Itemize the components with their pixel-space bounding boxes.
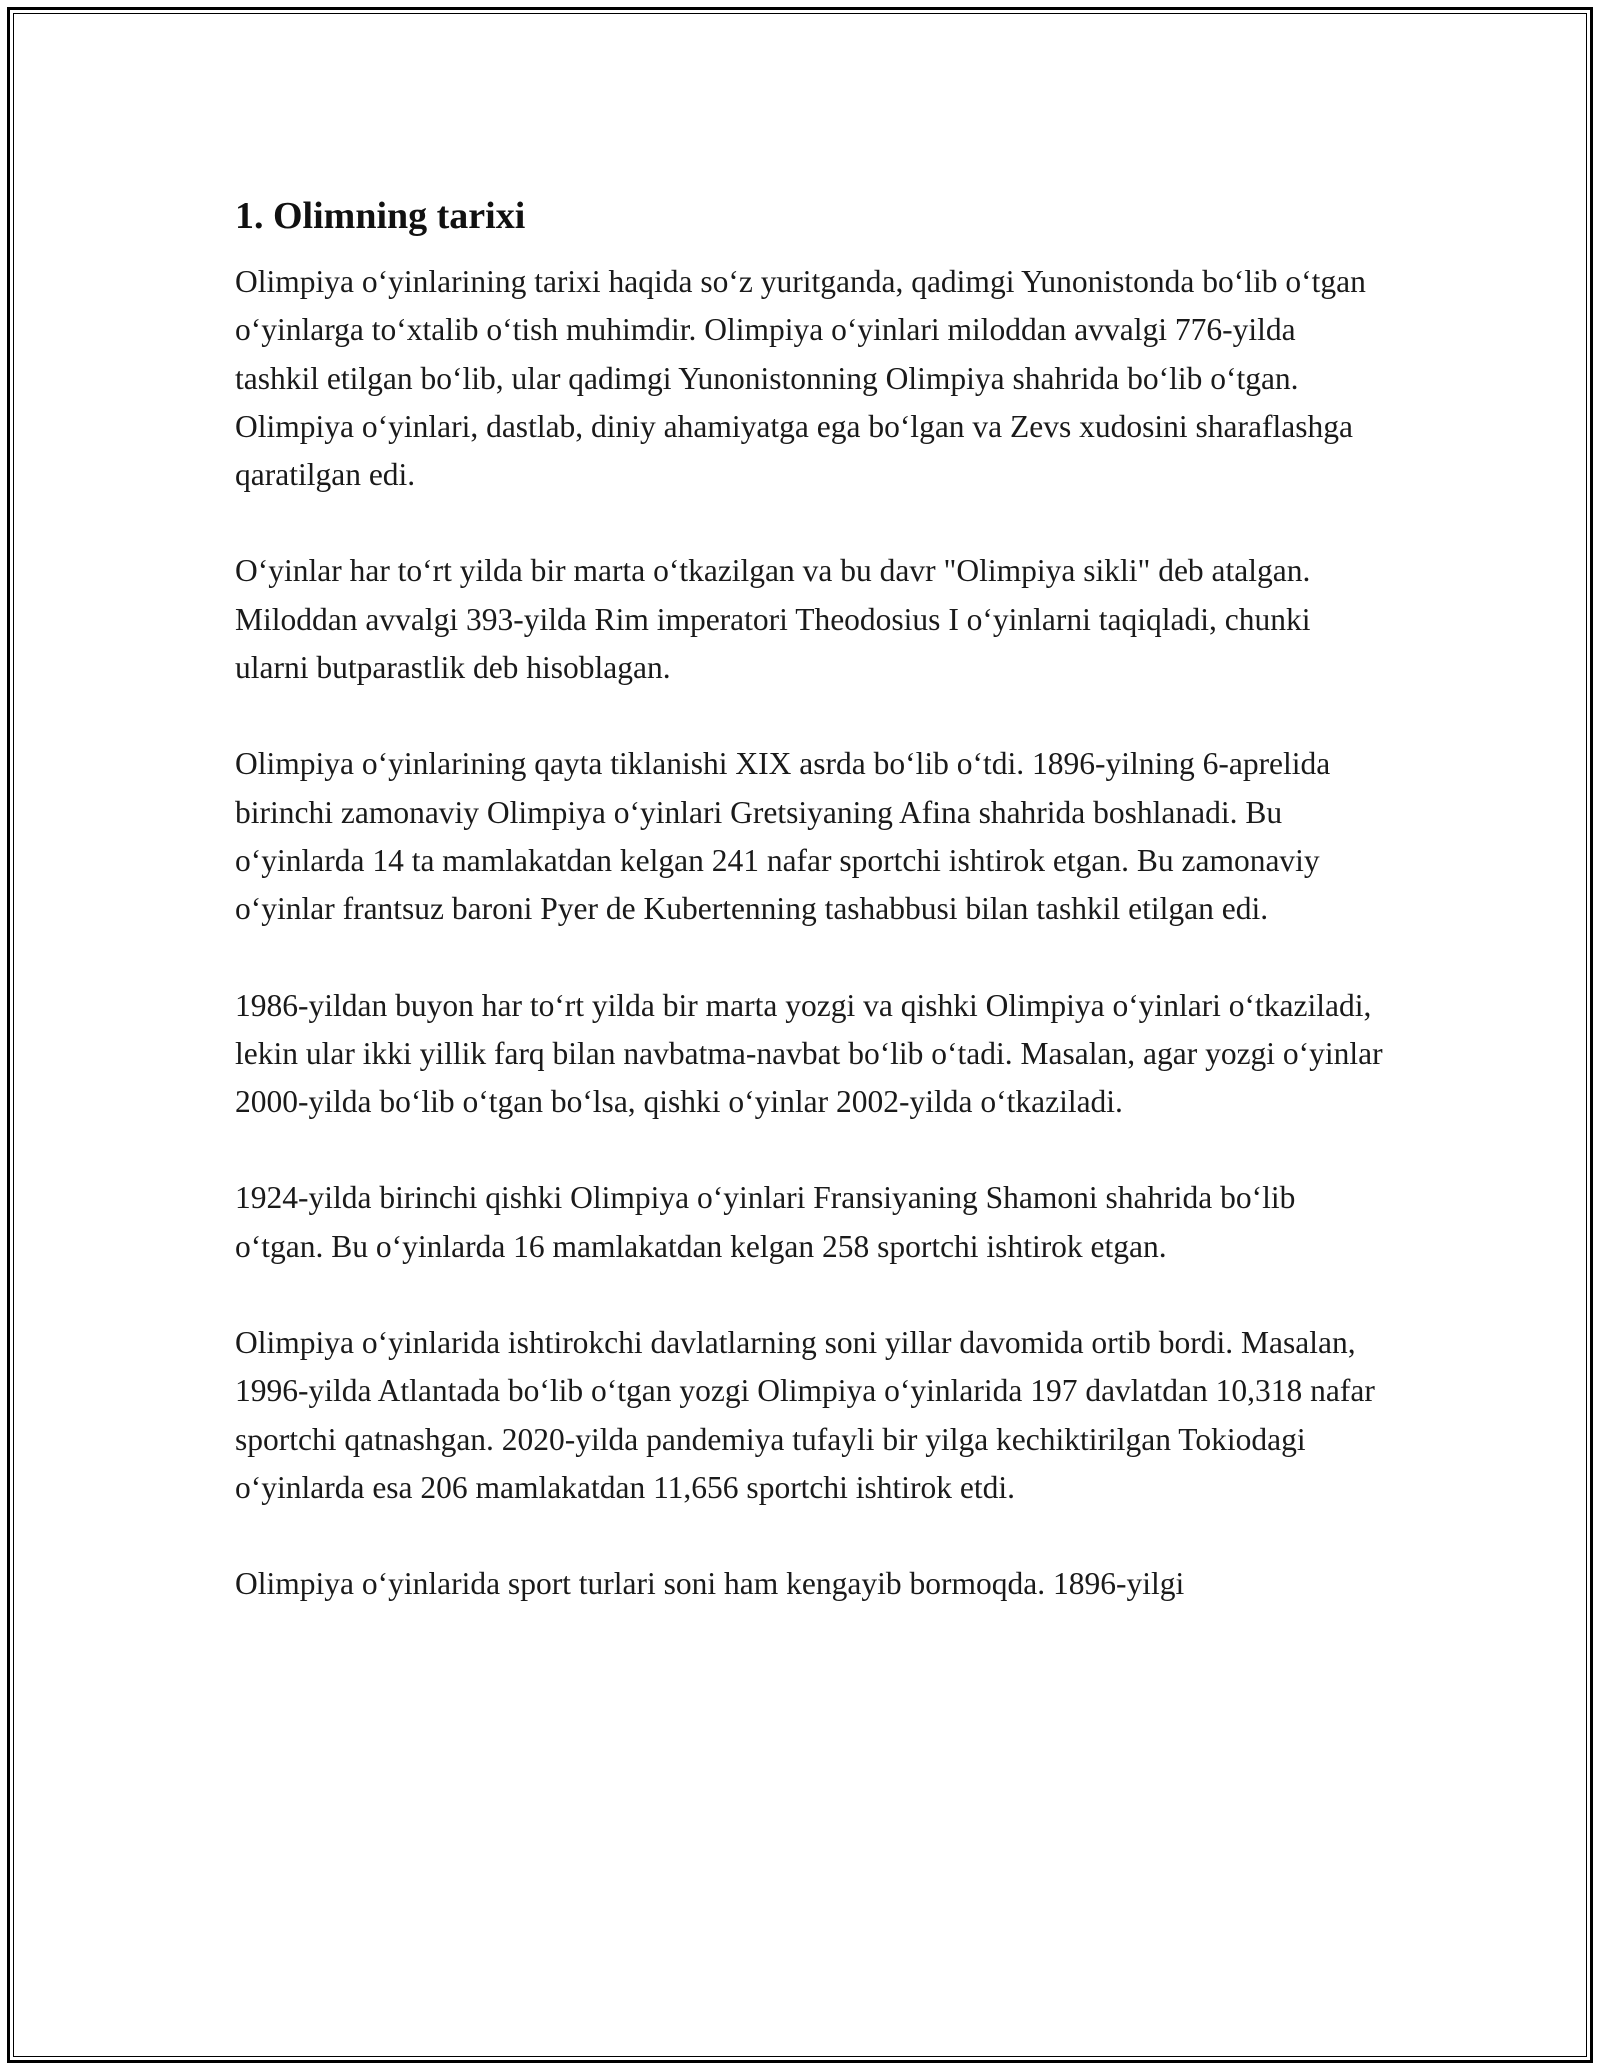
paragraph: Olimpiya o‘yinlarining qayta tiklanishi XIX asrda bo‘lib o‘tdi. 1896-yilning 6-aprelida birinchi zamonaviy Olimpiya o‘yinlari Gretsiyaning Afina shahrida boshlanadi. Bu o‘yinlarda 14 ta mamlakatdan kelgan 241 nafar sportchi ishtirok etgan. Bu zamonaviy o‘yinlar frantsuz baroni Pyer de Kubertenning tashabbusi bilan tashkil etilgan edi. xyxy=(235,746,1331,927)
paragraph: O‘yinlar har to‘rt yilda bir marta o‘tkazilgan va bu davr "Olimpiya sikli" deb atalgan. Miloddan avvalgi 393-yilda Rim imperatori Theodosius I o‘yinlarni taqiqladi, chunki ularni butparastlik deb hisoblagan. xyxy=(235,553,1311,686)
section-heading: 1. Olimning tarixi xyxy=(235,195,526,237)
paragraph: Olimpiya o‘yinlarida ishtirokchi davlatlarning soni yillar davomida ortib bordi. Masalan, 1996-yilda Atlantada bo‘lib o‘tgan yozgi Olimpiya o‘yinlarida 197 davlatdan 10,318 nafar sportchi qatnashgan. 2020-yilda pandemiya tufayli bir yilga kechiktirilgan Tokiodagi o‘yinlarda esa 206 mamlakatdan 11,656 sportchi ishtirok etdi. xyxy=(235,1325,1375,1505)
document-body xyxy=(235,192,1385,1657)
paragraph: Olimpiya o‘yinlarining tarixi haqida so‘z yuritganda, qadimgi Yunonistonda bo‘lib o‘tgan o‘yinlarga to‘xtalib o‘tish muhimdir. Olimpiya o‘yinlari miloddan avvalgi 776-yilda tashkil etilgan bo‘lib, ular qadimgi Yunonistonning Olimpiya shahrida bo‘lib o‘tgan. Olimpiya o‘yinlari, dastlab, diniy ahamiyatga ega bo‘lgan va Zevs xudosini sharaflashga qaratilgan edi. xyxy=(235,264,1366,493)
paragraph: Olimpiya o‘yinlarida sport turlari soni ham kengayib bormoqda. 1896-yilgi xyxy=(235,1566,1185,1602)
paragraph: 1986-yildan buyon har to‘rt yilda bir marta yozgi va qishki Olimpiya o‘yinlari o‘tkaziladi, lekin ular ikki yillik farq bilan navbatma-navbat bo‘lib o‘tadi. Masalan, agar yozgi o‘yinlar 2000-yilda bo‘lib o‘tgan bo‘lsa, qishki o‘yinlar 2002-yilda o‘tkaziladi. xyxy=(235,987,1383,1120)
paragraph: 1924-yilda birinchi qishki Olimpiya o‘yinlari Fransiyaning Shamoni shahrida bo‘lib o‘tgan. Bu o‘yinlarda 16 mamlakatdan kelgan 258 sportchi ishtirok etgan. xyxy=(235,1180,1296,1264)
